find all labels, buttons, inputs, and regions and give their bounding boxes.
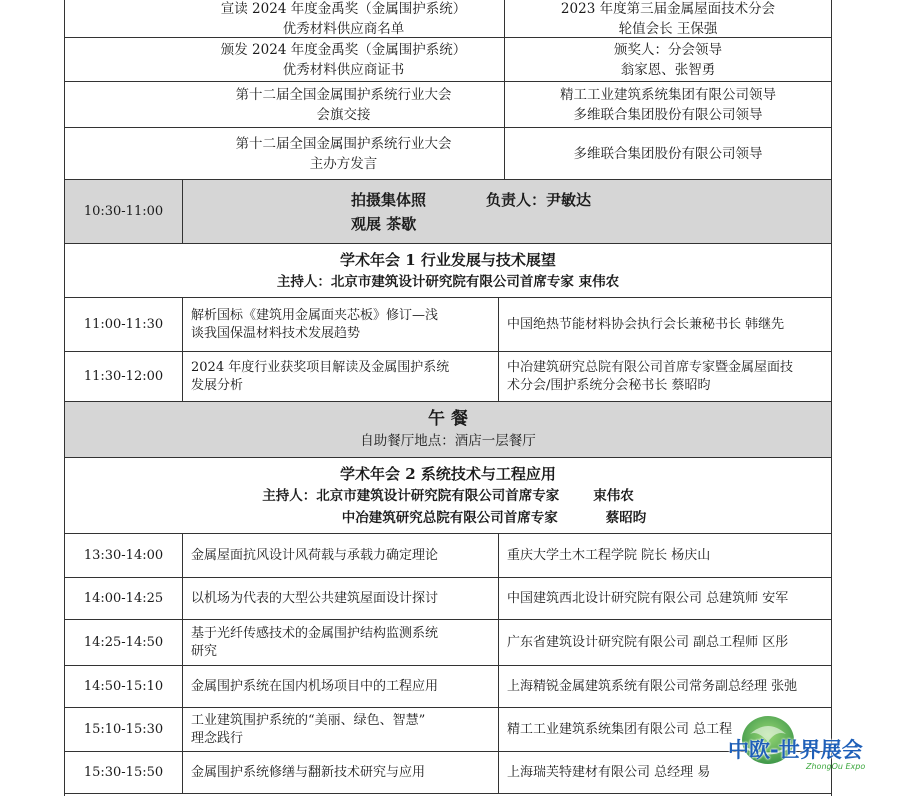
time-cell: 14:00-14:25 bbox=[65, 578, 183, 619]
agenda-row bbox=[65, 38, 831, 82]
agenda-row bbox=[65, 0, 831, 38]
photo-cell bbox=[183, 180, 831, 243]
talk-row bbox=[65, 708, 831, 752]
speaker-cell: 中国建筑西北设计研究院有限公司 总建筑师 安军 bbox=[507, 590, 789, 606]
topic-cell: 解析国标《建筑用金属面夹芯板》修订—浅 谈我国保温材料技术发展趋势 bbox=[183, 298, 499, 351]
talk-row bbox=[65, 666, 831, 708]
time-cell: 15:10-15:30 bbox=[65, 708, 183, 751]
talk-row bbox=[65, 352, 831, 402]
logo-subtext: ZhongOu Expo bbox=[806, 762, 866, 771]
talk-row bbox=[65, 534, 831, 578]
speaker-cell: 重庆大学土木工程学院 院长 杨庆山 bbox=[507, 547, 711, 563]
item-cell: 宣读 2024 年度金禹奖（金属围护系统） 优秀材料供应商名单 bbox=[183, 0, 505, 37]
session-header bbox=[65, 244, 831, 298]
lunch-title: 午 餐 bbox=[428, 408, 468, 429]
speaker-cell: 上海瑞芙特建材有限公司 总经理 易 bbox=[507, 764, 711, 780]
session-header bbox=[65, 458, 831, 534]
speaker-cell: 精工工业建筑系统集团有限公司 总工程 bbox=[507, 721, 733, 737]
photo-row bbox=[65, 180, 831, 244]
speaker-cell: 中冶建筑研究总院有限公司首席专家暨金属屋面技 术分会/围护系统分会秘书长 蔡昭昀 bbox=[507, 359, 794, 393]
topic-cell: 以机场为代表的大型公共建筑屋面设计探讨 bbox=[183, 578, 499, 619]
item-cell: 颁发 2024 年度金禹奖（金属围护系统） 优秀材料供应商证书 bbox=[183, 38, 505, 81]
item-cell: 第十二届全国金属围护系统行业大会 会旗交接 bbox=[183, 82, 505, 127]
talk-row bbox=[65, 578, 831, 620]
speaker-cell: 中国绝热节能材料协会执行会长兼秘书长 韩继先 bbox=[507, 316, 785, 332]
lunch-row bbox=[65, 402, 831, 458]
session-title: 学术年会 2 系统技术与工程应用 bbox=[340, 464, 556, 483]
time-cell: 11:30-12:00 bbox=[65, 352, 183, 401]
talk-row bbox=[65, 298, 831, 352]
session-cohost: 中冶建筑研究总院有限公司首席专家 bbox=[341, 509, 558, 526]
speaker-cell: 广东省建筑设计研究院有限公司 副总工程师 区彤 bbox=[507, 634, 789, 650]
break-label: 观展 茶歇 bbox=[351, 214, 417, 233]
session-host: 主持人：北京市建筑设计研究院有限公司首席专家 bbox=[262, 487, 560, 504]
topic-cell: 金属围护系统修缮与翻新技术研究与应用 bbox=[183, 752, 499, 793]
time-cell: 15:30-15:50 bbox=[65, 752, 183, 793]
photo-owner: 负责人：尹敏达 bbox=[486, 190, 592, 209]
speaker-cell: 2023 年度第三届金属屋面技术分会 轮值会长 王保强 bbox=[560, 0, 776, 37]
agenda-row bbox=[65, 82, 831, 128]
logo-text: 中欧-世界展会 bbox=[728, 738, 863, 762]
time-cell: 13:30-14:00 bbox=[65, 534, 183, 577]
time-cell: 11:00-11:30 bbox=[65, 298, 183, 351]
session-cell bbox=[65, 244, 831, 297]
time-cell: 14:50-15:10 bbox=[65, 666, 183, 707]
speaker-cell: 多维联合集团股份有限公司领导 bbox=[573, 145, 763, 162]
topic-cell: 基于光纤传感技术的金属围护结构监测系统 研究 bbox=[183, 620, 499, 665]
time-cell: 14:25-14:50 bbox=[65, 620, 183, 665]
session-title: 学术年会 1 行业发展与技术展望 bbox=[340, 250, 556, 269]
host-name: 束伟农 bbox=[593, 487, 634, 504]
item-cell: 第十二届全国金属围护系统行业大会 主办方发言 bbox=[183, 128, 505, 179]
time-cell: 10:30-11:00 bbox=[65, 180, 183, 243]
agenda-row bbox=[65, 128, 831, 180]
topic-cell: 2024 年度行业获奖项目解读及金属围护系统 发展分析 bbox=[183, 352, 499, 401]
topic-cell: 金属围护系统在国内机场项目中的工程应用 bbox=[183, 666, 499, 707]
lunch-cell bbox=[65, 402, 831, 457]
speaker-cell: 上海精锐金属建筑系统有限公司常务副总经理 张弛 bbox=[507, 678, 798, 694]
session-cell bbox=[65, 458, 831, 533]
expo-logo bbox=[728, 712, 898, 782]
topic-cell: 工业建筑围护系统的“美丽、绿色、智慧” 理念践行 bbox=[183, 708, 499, 751]
session-host: 主持人：北京市建筑设计研究院有限公司首席专家 束伟农 bbox=[276, 273, 620, 290]
speaker-cell: 精工工业建筑系统集团有限公司领导 多维联合集团股份有限公司领导 bbox=[560, 86, 776, 123]
lunch-place: 自助餐厅地点：酒店一层餐厅 bbox=[360, 432, 536, 449]
speaker-cell: 颁奖人：分会领导 翁家恩、张智勇 bbox=[614, 41, 722, 78]
agenda-table bbox=[64, 0, 832, 796]
talk-row bbox=[65, 752, 831, 794]
topic-cell: 金属屋面抗风设计风荷载与承载力确定理论 bbox=[183, 534, 499, 577]
host-name: 蔡昭昀 bbox=[605, 509, 647, 526]
photo-label: 拍摄集体照 bbox=[351, 190, 427, 209]
talk-row bbox=[65, 620, 831, 666]
